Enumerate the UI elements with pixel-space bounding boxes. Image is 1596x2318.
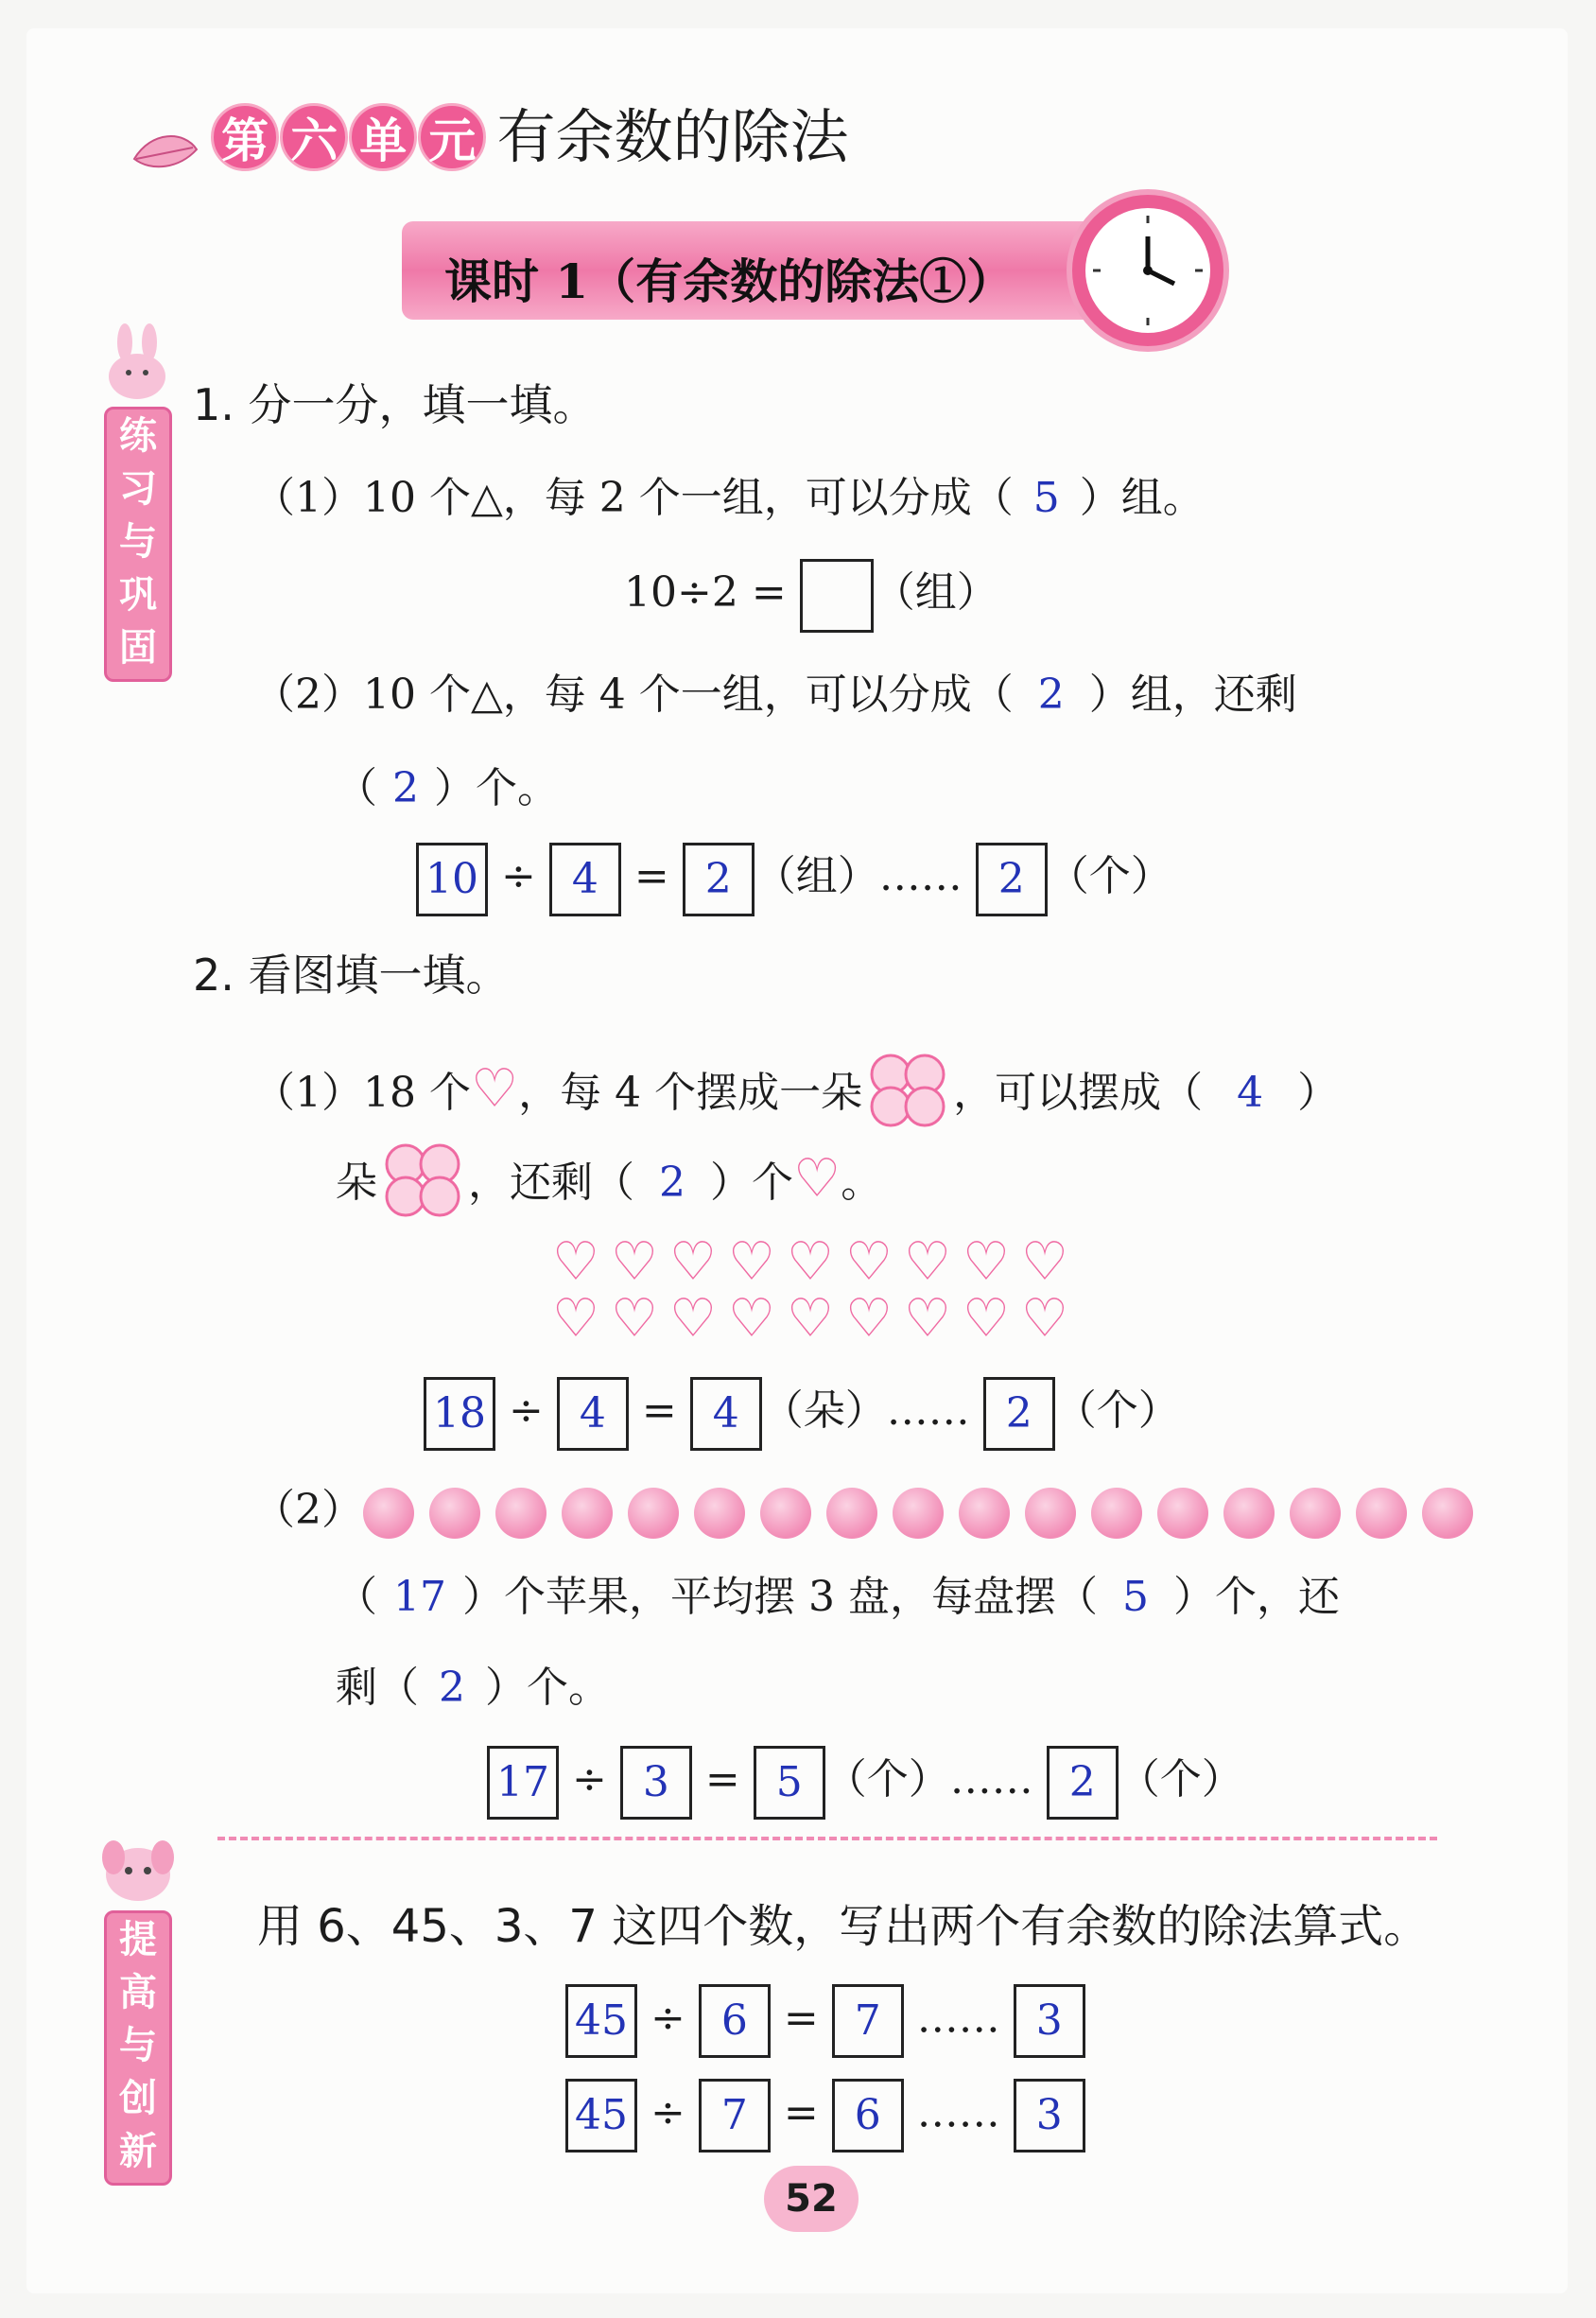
q2-part1-text: 。: [841, 1159, 883, 1207]
unit-char: 元: [418, 103, 486, 171]
answer-box: 4: [690, 1377, 762, 1451]
answer: 2: [1037, 671, 1065, 719]
operator: =: [704, 1755, 740, 1804]
q2-part1-text: ，可以摆成（: [953, 1069, 1204, 1117]
apple-icon: [1422, 1488, 1473, 1539]
answer-box: 7: [832, 1984, 904, 2058]
heart-icon: ♡: [844, 1288, 893, 1350]
remainder-dots: ……: [916, 2088, 1000, 2137]
answer-box: 3: [620, 1746, 692, 1820]
heart-icon: ♡: [610, 1288, 659, 1350]
lesson-title: 课时 1（有余数的除法①）: [444, 253, 1015, 309]
answer-box: 18: [424, 1377, 495, 1451]
unit-char: 单: [349, 103, 417, 171]
remainder-dots: ……: [886, 1386, 970, 1435]
apple-icon: [1290, 1488, 1341, 1539]
answer-box: 6: [832, 2079, 904, 2152]
heart-icon: ♡: [668, 1288, 718, 1350]
ribbon-char: 与: [119, 2024, 157, 2067]
unit-title: [132, 90, 848, 176]
q1-part2-equation: [416, 842, 1172, 916]
apple-icon: [1157, 1488, 1208, 1539]
q2-part2-equation: [487, 1745, 1243, 1820]
answer-box: 4: [557, 1377, 629, 1451]
ribbon-char: 习: [119, 467, 157, 511]
heart-icon: ♡: [903, 1288, 952, 1350]
answer: 4: [1237, 1069, 1264, 1117]
heart-icon: ♡: [551, 1288, 600, 1350]
q2-part1-text: （1）18 个: [253, 1069, 471, 1117]
unit-text: （个）: [1118, 1755, 1243, 1804]
equation-text: 10÷2 =: [624, 568, 787, 617]
operator: ÷: [572, 1755, 607, 1804]
question-2-heading: 2. 看图填一填。: [193, 950, 510, 1001]
puppy-mascot-icon: [91, 1816, 185, 1914]
heart-icon: ♡: [727, 1231, 776, 1293]
q2-part2-text: ）个苹果，平均摆 3 盘，每盘摆（: [462, 1573, 1098, 1621]
apple-icon: [893, 1488, 944, 1539]
bunny-mascot-icon: [95, 322, 180, 410]
q2-part2-text: ）个，还: [1172, 1573, 1340, 1621]
q1-part1-text: （1）10 个△，每 2 个一组，可以分成（: [253, 474, 1014, 522]
q2-part1-text: ）: [1297, 1069, 1340, 1117]
answer: 5: [1032, 474, 1060, 522]
ribbon-char: 练: [119, 414, 157, 458]
q2-part1-text: ，每 4 个摆成一朵: [518, 1069, 863, 1117]
clock-icon: [1067, 189, 1229, 352]
q2-part2-cont: [336, 1653, 610, 1714]
heart-icon: ♡: [610, 1231, 659, 1293]
page-number: 52: [764, 2166, 859, 2232]
unit-text: （朵）: [761, 1386, 887, 1435]
ribbon-char: 新: [119, 2130, 157, 2173]
unit-text: （组）: [873, 568, 998, 617]
answer: 17: [393, 1573, 446, 1621]
apple-icon: [363, 1488, 414, 1539]
q2-part2-text: （: [336, 1573, 377, 1621]
q1-part2-text: （: [336, 764, 377, 812]
section-divider: [217, 1837, 1437, 1840]
ribbon-char: 高: [119, 1971, 157, 2014]
q3-equation-1: [565, 1984, 1085, 2058]
answer-box: 5: [754, 1746, 825, 1820]
operator: =: [641, 1386, 677, 1435]
q2-part1-equation: [424, 1376, 1180, 1451]
heart-icon: ♡: [793, 1148, 841, 1210]
unit-text: （个）: [1047, 852, 1172, 900]
q1-part1-equation: [624, 558, 998, 633]
q2-part2-text: 剩（: [336, 1664, 419, 1712]
ribbon-char: 提: [119, 1918, 157, 1961]
q2-part1-text: 朵: [336, 1159, 377, 1207]
heart-icon: ♡: [844, 1231, 893, 1293]
operator: ÷: [501, 852, 536, 900]
answer-box: 2: [1047, 1746, 1119, 1820]
operator: =: [783, 1994, 819, 2043]
q2-part1: [253, 1050, 1339, 1142]
unit-subtitle: 有余数的除法: [496, 102, 849, 171]
apple-icon: [1025, 1488, 1076, 1539]
question-1-heading: 1. 分一分，填一填。: [193, 379, 597, 430]
heart-grid: [546, 1231, 1074, 1350]
q1-part2-text: ）个。: [434, 764, 559, 812]
q3-equation-2: [565, 2079, 1085, 2152]
apple-icon: [429, 1488, 480, 1539]
q1-part2-text: （2）10 个△，每 4 个一组，可以分成（: [253, 671, 1014, 719]
ribbon-char: 巩: [119, 573, 157, 617]
apple-icon: [694, 1488, 745, 1539]
heart-icon: ♡: [551, 1231, 600, 1293]
unit-text: （个）: [1054, 1386, 1180, 1435]
unit-text: （个）: [824, 1755, 950, 1804]
answer-box: 2: [683, 843, 755, 916]
operator: ÷: [651, 2088, 685, 2137]
heart-icon: ♡: [786, 1288, 835, 1350]
apple-icon: [628, 1488, 679, 1539]
heart-icon: ♡: [727, 1288, 776, 1350]
unit-char: 第: [211, 103, 279, 171]
apple-icon: [1091, 1488, 1142, 1539]
heart-icon: ♡: [962, 1288, 1011, 1350]
unit-text: （组）: [754, 852, 879, 900]
ribbon-char: 创: [119, 2077, 157, 2120]
ribbon-char: 与: [119, 520, 157, 564]
operator: ÷: [651, 1994, 685, 2043]
answer-box-empty: [800, 559, 874, 633]
heart-icon: ♡: [668, 1231, 718, 1293]
q1-part2-text: ）组，还剩: [1088, 671, 1297, 719]
q2-part2-label: （2）: [253, 1486, 363, 1534]
answer-box: 45: [565, 1984, 637, 2058]
answer-box: 10: [416, 843, 488, 916]
answer: 2: [439, 1664, 465, 1712]
clover-flower-icon: [377, 1140, 468, 1231]
heart-icon: ♡: [903, 1231, 952, 1293]
answer: 2: [392, 764, 419, 812]
apple-icon: [760, 1488, 811, 1539]
q1-part2-cont: [336, 754, 559, 814]
answer-box: 3: [1014, 2079, 1085, 2152]
answer: 2: [659, 1159, 685, 1207]
q2-part1-text: ，还剩（: [468, 1159, 634, 1207]
answer-box: 2: [983, 1377, 1055, 1451]
leaf-icon: [132, 131, 199, 176]
q1-part2: [253, 660, 1297, 721]
remainder-dots: ……: [916, 1994, 1000, 2043]
apple-icon: [1356, 1488, 1407, 1539]
question-3-text: 用 6、45、3、7 这四个数，写出两个有余数的除法算式。: [257, 1900, 1430, 1953]
heart-icon: ♡: [1020, 1231, 1069, 1293]
q2-part2-text: ）个。: [485, 1664, 610, 1712]
answer-box: 4: [549, 843, 621, 916]
answer-box: 3: [1014, 1984, 1085, 2058]
q2-part2: [336, 1562, 1340, 1623]
answer-box: 45: [565, 2079, 637, 2152]
unit-char: 六: [280, 103, 348, 171]
operator: ÷: [509, 1386, 544, 1435]
heart-icon: ♡: [962, 1231, 1011, 1293]
practice-ribbon: [104, 407, 172, 682]
q2-part1-cont: [336, 1140, 882, 1231]
answer: 5: [1121, 1573, 1149, 1621]
remainder-dots: ……: [949, 1755, 1033, 1804]
operator: =: [633, 852, 669, 900]
apple-row: [363, 1486, 1488, 1534]
answer-box: 7: [699, 2079, 771, 2152]
heart-icon: ♡: [786, 1231, 835, 1293]
answer-box: 2: [976, 843, 1048, 916]
q2-part1-text: ）个: [710, 1159, 793, 1207]
apple-icon: [1223, 1488, 1275, 1539]
apple-icon: [495, 1488, 546, 1539]
remainder-dots: ……: [878, 852, 963, 900]
apple-icon: [826, 1488, 877, 1539]
heart-icon: ♡: [1020, 1288, 1069, 1350]
answer-box: 6: [699, 1984, 771, 2058]
ribbon-char: 固: [119, 626, 157, 670]
operator: =: [783, 2088, 819, 2137]
q1-part1-text: ）组。: [1079, 474, 1205, 522]
heart-icon: ♡: [470, 1058, 519, 1120]
clover-flower-icon: [862, 1050, 953, 1142]
improve-ribbon: [104, 1910, 172, 2186]
q1-part1: [253, 463, 1205, 524]
answer-box: 17: [487, 1746, 559, 1820]
q2-part2-apples: [253, 1475, 1488, 1539]
apple-icon: [562, 1488, 613, 1539]
apple-icon: [959, 1488, 1010, 1539]
